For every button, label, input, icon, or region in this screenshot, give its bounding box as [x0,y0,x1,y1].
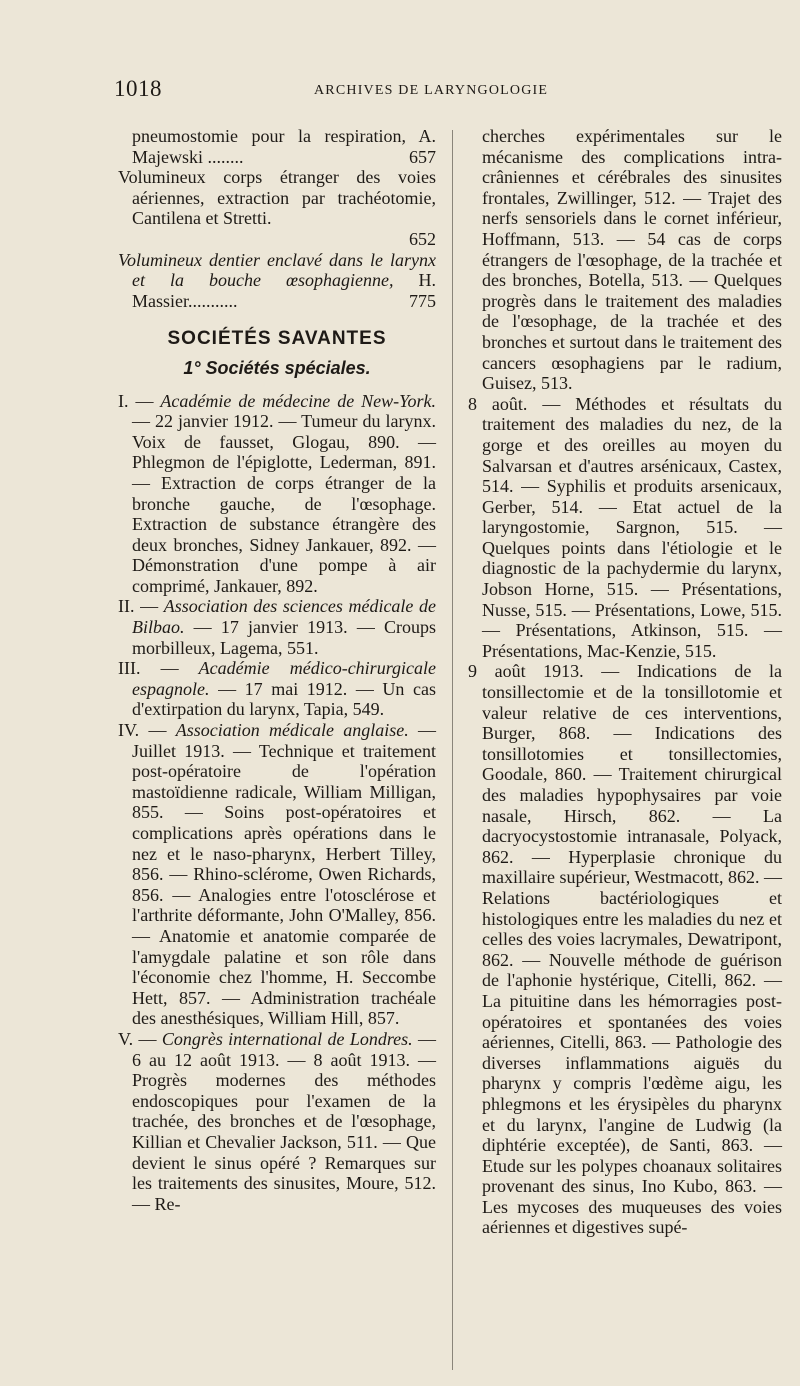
paragraph: 9 août 1913. — Indications de la tonsillectomie et de la tonsillotomie et valeur relative de ces interventions, Burger, 868. — Indications des tonsillotomies et tonsillectomies, Goodale, 860. — Traitement chirurgical des maladies hypophysaires par voie nasale, Hirsch, 862. — La dacryocystostomie intranasale, Polyack, 862. — Hyperplasie chronique du maxillaire supérieur, Westmacott, 862. — Relations bactériologiques et histologiques entre les maladies du nez et celles des voies lacrymales, Dewatripont, 862. — Nouvelle méthode de guérison de l'aphonie hystérique, Citelli, 862. — La pituitine dans les hémorragies post-opératoires et spontanées des voies aériennes, Citelli, 863. — Pathologie des diverses inflammations aiguës du pharynx y compris l'œdème aigu, les phlegmons et les érysipèles du pharynx et du larynx, l'angine de Ludwig (la diphtérie exceptée), de Santi, 863. — Etude sur les polypes choanaux solitaires provenant des sinus, Ino Kubo, 863. — Les mycoses des muqueuses des voies aériennes et digestives supé- [468,661,782,1238]
society-name: Association médicale anglaise. [175,720,409,741]
page-header [0,76,800,106]
society-number: V. — [118,1028,157,1049]
right-column [468,126,782,1238]
society-entry [118,596,436,658]
section-title: SOCIÉTÉS SAVANTES [167,328,387,350]
entry-page: 657 [409,146,436,167]
society-number: IV. — [118,720,167,741]
entry-author: H. Massier........... [132,270,436,311]
society-name: Association des sciences médicale de Bilbao. [132,596,437,638]
paragraph: cherches expérimentales sur le mécanisme des complications intra-crâniennes et cérébrales des sinusites frontales, Zwillinger, 512. — Trajet des nerfs sensoriels dans le cornet inférieur, Hoffmann, 513. — 54 cas de corps étrangers de l'œsophage, de la trachée et des bronches, Botella, 513. — Quelques progrès dans le traitement des maladies de l'œsophage, de la trachée et des bronches et surtout dans le traitement des cancers œsophagiens par le radium, Guisez, 513. [482,126,782,394]
society-name: Congrès international de Londres. [161,1028,413,1049]
subsection-title: 1° Sociétés spéciales. [183,357,371,378]
society-name: Académie médico-chirurgicale espagnole. [132,658,437,699]
entry-text: Volumineux corps étranger des voies aériennes, extraction par trachéotomie, Cantilena et Stretti. [118,167,436,229]
society-entry [118,391,436,597]
society-number: III. — [118,658,179,679]
society-number: II. — [118,596,159,617]
society-text: — 17 janvier 1913. — Croups morbilleux, Lagema, 551. [132,617,436,658]
society-entry [118,1029,436,1214]
entry-title: Volumineux dentier enclavé dans le larynx et la bouche œsophagienne, [118,249,436,291]
society-name: Académie de médecine de New-York. [160,390,437,411]
society-entry [118,720,436,1029]
entry-text: pneumostomie pour la respiration, A. Majewski ........ [132,126,436,167]
society-text: — 22 janvier 1912. — Tumeur du larynx. Voix de fausset, Glogau, 890. — Phlegmon de l'épiglotte, Lederman, 891. — Extraction de corps étranger de la bronche gauche, de l'œsophage. Extraction de substance étrangère des deux bronches, Sidney Jankauer, 892. — Démonstration d'une pompe à air comprimé, Jankauer, 892. [132,411,436,596]
society-text: — 17 mai 1912. — Un cas d'extirpation du larynx, Tapia, 549. [132,678,436,720]
column-divider [452,130,453,1370]
left-column [118,126,436,1214]
index-entry [118,250,436,312]
entry-page: 775 [409,290,436,311]
society-text: — Juillet 1913. — Technique et traitement post-opératoire de l'opération mastoïdienne radicale, William Milligan, 855. — Soins post-opératoires et complications après opérations dans le nez et le naso-pharynx, Herbert Tilley, 856. — Rhino-sclérome, Owen Richards, 856. — Analogies entre l'otosclérose et l'arthrite déformante, John O'Malley, 856. — Anatomie et anatomie comparée de l'amygdale palatine et son rôle dans l'économie chez l'homme, H. Seccombe Hett, 857. — Administration trachéale des anesthésiques, William Hill, 857. [132,720,437,1029]
paragraph: 8 août. — Méthodes et résultats du traitement des maladies du nez, de la gorge et des oreilles au moyen du Salvarsan et d'autres arsénicaux, Castex, 514. — Syphilis et produits arsenicaux, Gerber, 514. — Etat actuel de la laryngostomie, Sargnon, 515. — Quelques points dans l'étiologie et le diagnostic de la pachydermie du larynx, Jobson Horne, 515. — Présentations, Nusse, 515. — Présentations, Lowe, 515. — Présentations, Atkinson, 515. — Présentations, Mac-Kenzie, 515. [468,393,782,661]
society-entry [118,658,436,720]
society-number: I. — [118,390,154,411]
index-entry [118,126,436,167]
page-number: 1018 [114,76,162,101]
society-text: — 6 au 12 août 1913. — 8 août 1913. — Progrès modernes des méthodes endoscopiques pour l'examen de la trachée, des bronches et de l'œsophage, Killian et Chevalier Jackson, 511. — Que devient le sinus opéré ? Remarques sur les traitements des sinusites, Moure, 512. — Re- [132,1028,436,1214]
entry-page: 652 [409,228,436,249]
index-entry [118,167,436,229]
running-head: ARCHIVES DE LARYNGOLOGIE [314,83,549,98]
